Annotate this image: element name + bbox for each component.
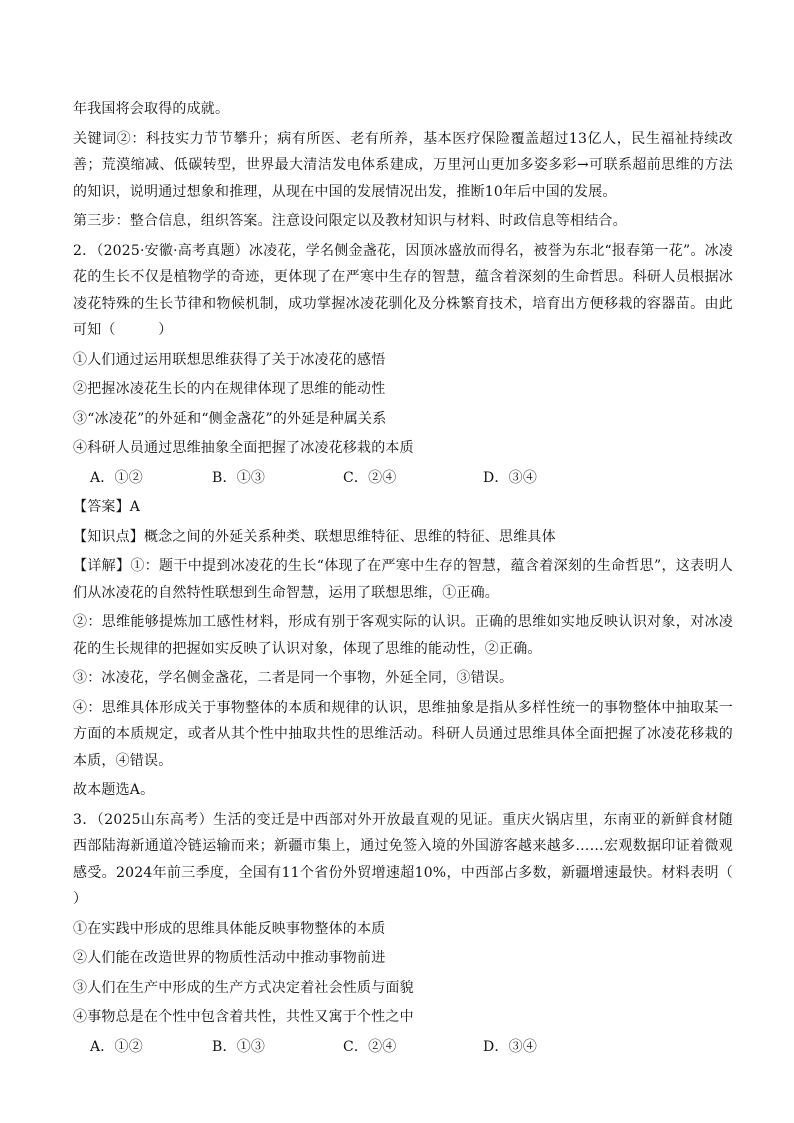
q2-analysis-3: ③：冰凌花，学名侧金盏花，二者是同一个事物，外延全同，③错误。 bbox=[73, 670, 514, 686]
q2-option-3: ③“冰凌花”的外延和“侧金盏花”的外延是种属关系 bbox=[73, 410, 387, 427]
q2-answer: 【答案】A bbox=[73, 499, 141, 515]
q2-choice-d: D．③④ bbox=[483, 469, 538, 486]
q3-option-4: ④事物总是在个性中包含着共性，共性又寓于个性之中 bbox=[73, 1009, 414, 1025]
document-content bbox=[73, 96, 776, 1060]
q2-choices bbox=[73, 465, 733, 492]
q1-continuation-line: 年我国将会取得的成就。 bbox=[73, 101, 230, 117]
q1-step-3: 第三步：整合信息，组织答案。注意设问限定以及教材知识与材料、时政信息等相结合。 bbox=[73, 213, 627, 229]
q3-choice-a: A．①② bbox=[90, 1038, 143, 1055]
q2-option-2: ②把握冰凌花生长的内在规律体现了思维的能动性 bbox=[73, 381, 386, 397]
q2-analysis-2: ②：思维能够提炼加工感性材料，形成有别于客观实际的认识。正确的思维如实地反映认识对象，对冰凌花的生长规律的把握如实反映了认识对象，体现了思维的能动性，②正确。 bbox=[73, 614, 733, 657]
q2-option-1: ①人们通过运用联想思维获得了关于冰凌花的感悟 bbox=[73, 351, 386, 368]
q3-choice-b: B．①③ bbox=[212, 1038, 266, 1055]
q2-stem: 2．（2025·安徽·高考真题）冰凌花，学名侧金盏花，因顶冰盛放而得名，被誉为东北“报春第一花”。冰凌花的生长不仅是植物学的奇迹，更体现了在严寒中生存的智慧，蕴含着深刻的生命哲思。科研人员根据冰凌花特殊的生长节律和物候机制，成功掌握冰凌花驯化及分株繁育技术，培育出方便移栽的容器苗。由此可知（ ） bbox=[73, 242, 733, 338]
q2-analysis-conclusion: 故本题选A。 bbox=[73, 782, 155, 798]
q2-choice-a: A．①② bbox=[90, 469, 143, 486]
q3-stem: 3．（2025山东高考）生活的变迁是中西部对外开放最直观的见证。重庆火锅店里，东南亚的新鲜食材随西部陆海新通道冷链运输而来；新疆市集上，通过免签入境的外国游客越来越多……宏观数据印证着微观感受。2024年前三季度，全国有11个省份外贸增速超10%，中西部占多数，新疆增速最快。材料表明（ ） bbox=[73, 811, 776, 907]
q3-choice-d: D．③④ bbox=[483, 1038, 538, 1055]
q2-option-4: ④科研人员通过思维抽象全面把握了冰凌花移栽的本质 bbox=[73, 440, 414, 456]
q3-option-3: ③人们在生产中形成的生产方式决定着社会性质与面貌 bbox=[73, 979, 414, 996]
q2-analysis-1: 【详解】①：题干中提到冰凌花的生长“体现了在严寒中生存的智慧，蕴含着深刻的生命哲思”，这表明人们从冰凌花的自然特性联想到生命智慧，运用了联想思维，①正确。 bbox=[73, 558, 733, 601]
q2-choice-b: B．①③ bbox=[212, 469, 266, 486]
q3-choices bbox=[73, 1034, 733, 1061]
q2-knowledge-point: 【知识点】概念之间的外延关系种类、联想思维特征、思维的特征、思维具体 bbox=[73, 528, 556, 545]
q3-option-1: ①在实践中形成的思维具体能反映事物整体的本质 bbox=[73, 920, 386, 937]
q1-keyword-2: 关键词②：科技实力节节攀升；病有所医、老有所养，基本医疗保险覆盖超过13亿人，民生福祉持续改善；荒漠缩减、低碳转型，世界最大清洁发电体系建成，万里河山更加多姿多彩→可联系超前思维的方法的知识，说明通过想象和推理，从现在中国的发展情况出发，推断10年后中国的发展。 bbox=[73, 130, 733, 200]
q3-option-2: ②人们能在改造世界的物质性活动中推动事物前进 bbox=[73, 950, 386, 966]
q3-choice-c: C．②④ bbox=[343, 1038, 397, 1055]
q2-choice-c: C．②④ bbox=[343, 469, 397, 486]
q2-analysis-4: ④：思维具体形成关于事物整体的本质和规律的认识，思维抽象是指从多样性统一的事物整体中抽取某一方面的本质规定，或者从其个性中抽取共性的思维活动。科研人员通过思维具体全面把握了冰凌花移栽的本质，④错误。 bbox=[73, 699, 733, 769]
